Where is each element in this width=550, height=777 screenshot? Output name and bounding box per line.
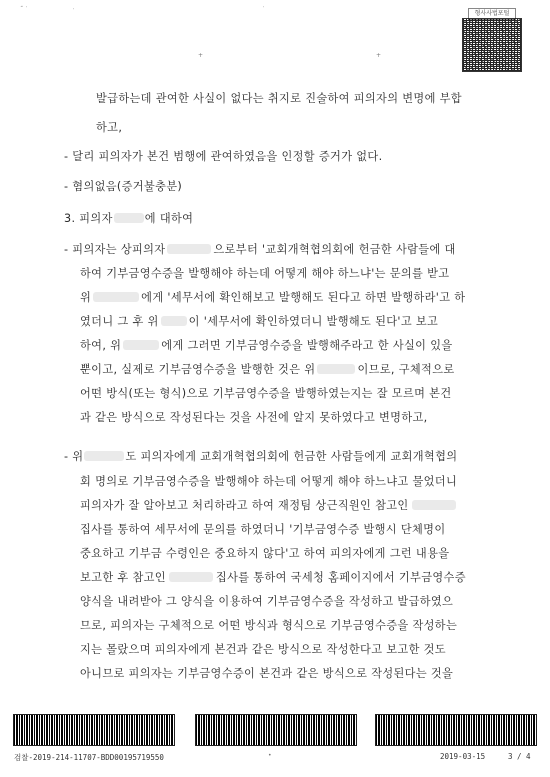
body-line: 어떤 방식(또는 형식)으로 기부금영수증을 발행하였는지는 잘 모르며 본건: [80, 387, 452, 400]
body-text: 보고한 후 참고인: [80, 571, 166, 584]
body-line: 양식을 내려받아 그 양식을 이용하여 기부금영수증을 작성하고 발급하였으: [80, 595, 454, 608]
body-line: [80, 290, 465, 306]
redaction: [161, 316, 187, 326]
body-line: [80, 570, 466, 586]
scan-marks: •: [268, 752, 272, 759]
body-text: 이 '세무서에 확인하였더니 발행해도 된다'고 보고: [188, 315, 439, 328]
barcode-icon: [13, 714, 175, 746]
document-id: 검찰-2019-214-11707-BDD00195719550: [14, 753, 164, 762]
body-line: 회 명의로 기부금영수증을 발행해야 하는데 어떻게 해야 하느냐고 물었더니: [80, 475, 458, 488]
body-line: [64, 242, 456, 258]
body-text: 도 피의자에게 교회개혁협의회에 헌금한 사람들에게 교회개혁협의: [125, 450, 458, 463]
body-text: 피의자가 잘 알아보고 처리하라고 하여 재정팀 상근직원인 참고인: [80, 499, 409, 512]
body-line: [64, 449, 457, 465]
scan-marks: ˙: [72, 8, 75, 15]
body-text: 하여, 위: [80, 339, 122, 352]
barcode-icon: [375, 714, 537, 746]
redaction: [123, 340, 159, 350]
body-line: 하여 기부금영수증을 발행해야 하는데 어떻게 해야 하느냐'는 문의를 받고: [80, 267, 450, 280]
issue-date: 2019-03-15: [440, 752, 486, 761]
redaction: [84, 451, 124, 461]
body-text: - 피의자는 상피의자: [64, 243, 166, 256]
redaction: [169, 572, 213, 582]
body-text: 에게 그러면 기부금영수증을 발행해주라고 한 사실이 있을: [161, 339, 453, 352]
body-line: 중요하고 기부금 수령인은 중요하지 않다'고 하여 피의자에게 그런 내용을: [80, 547, 450, 560]
body-line: 아니므로 피의자는 기부금영수증이 본건과 같은 방식으로 작성된다는 것을: [80, 667, 454, 680]
body-line: 과 같은 방식으로 작성된다는 것을 사전에 알지 못하였다고 변명하고,: [80, 411, 428, 424]
body-line: 발급하는데 관여한 사실이 없다는 취지로 진술하여 피의자의 변명에 부합: [96, 92, 462, 105]
barcode-icon: [195, 714, 357, 746]
page-number: 3 / 4: [508, 752, 531, 761]
body-text: - 위: [64, 450, 84, 463]
section-heading-text: 에 대하여: [144, 212, 194, 225]
body-line: - 달리 피의자가 본건 범행에 관여하였음을 인정할 증거가 없다.: [64, 150, 383, 163]
body-text: 으로부터 '교회개혁협의회에 헌금한 사람들에 대: [213, 243, 456, 256]
body-text: 뿐이고, 실제로 기부금영수증을 발행한 것은 위: [80, 363, 316, 376]
redaction: [114, 213, 144, 223]
portal-badge: 형사사법포털: [468, 8, 516, 20]
scan-marks: ˝ ˙: [20, 6, 28, 13]
body-text: 였더니 그 후 위: [80, 315, 159, 328]
redaction: [93, 292, 139, 302]
scan-marks: +: [376, 52, 382, 59]
scan-marks: ˙: [262, 6, 265, 13]
body-line: 지는 몰랐으며 피의자에게 본건과 같은 방식으로 작성한다고 보고한 것도: [80, 643, 446, 656]
body-text: 집사를 통하여 국세청 홈페이지에서 기부금영수증: [215, 571, 466, 584]
body-line: 집사를 통하여 세무서에 문의를 하였더니 '기부금영수증 발행시 단체명이: [80, 523, 446, 536]
body-line: - 혐의없음(증거불충분): [64, 180, 183, 193]
body-line: 하고,: [96, 121, 123, 134]
body-line: [80, 498, 456, 514]
redaction: [317, 364, 355, 374]
section-heading-text: 3. 피의자: [64, 212, 113, 225]
body-line: 므로, 피의자는 구체적으로 어떤 방식과 형식으로 기부금영수증을 작성하는: [80, 619, 458, 632]
section-heading: [64, 211, 193, 227]
body-line: [80, 314, 438, 330]
scan-marks: +: [198, 52, 204, 59]
redaction: [412, 500, 456, 510]
body-line: [80, 362, 455, 378]
body-text: 에게 '세무서에 확인해보고 발행해도 된다고 하면 발행하라'고 하: [141, 291, 466, 304]
qr-code-icon: [462, 18, 522, 72]
redaction: [167, 244, 211, 254]
body-text: 위: [80, 291, 92, 304]
body-text: 이므로, 구체적으로: [357, 363, 455, 376]
body-line: [80, 338, 453, 354]
